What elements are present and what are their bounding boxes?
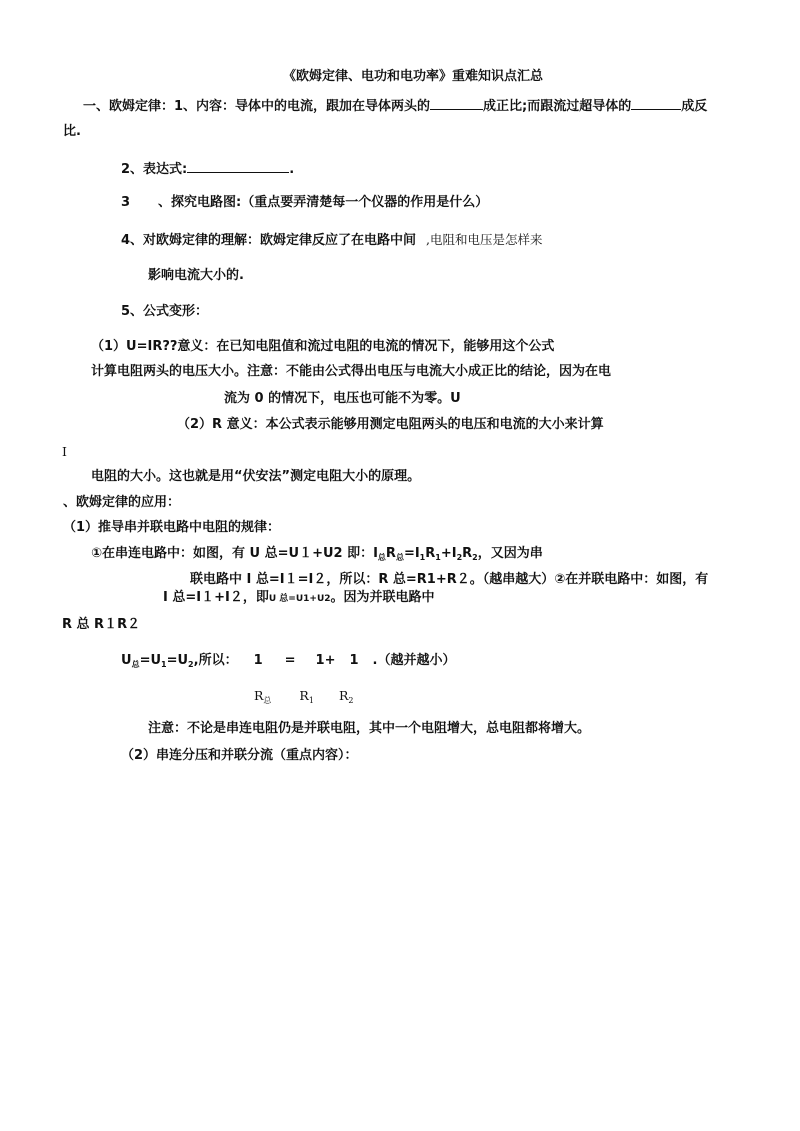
voltage-current-division-heading: （2）串连分压和并联分流（重点内容）： xyxy=(121,748,358,763)
parallel-text-2: 。因为并联电路中 xyxy=(330,590,435,605)
series-text-6: R xyxy=(462,546,473,561)
series-text-3: =I xyxy=(403,546,420,561)
parallel-denominators xyxy=(254,688,353,709)
denom-r1: R xyxy=(299,688,309,703)
denom-r-total: R xyxy=(254,688,264,703)
denom-r-total-sub: 总 xyxy=(263,696,272,705)
law-content-text-3: 成反 xyxy=(681,99,708,114)
parallel-res-3: =U xyxy=(166,653,189,668)
series-line-2: 联电路中 I 总=I１=I２，所以：R 总=R1+R２。（越串越大）②在并联电路中：如图，有 xyxy=(190,572,709,587)
parallel-numerator-3: 1 xyxy=(349,653,359,668)
series-sub-4: 1 xyxy=(435,553,441,562)
resistance-rule-heading: （1）推导串并联电路中电阻的规律： xyxy=(63,520,281,535)
expression-end: . xyxy=(289,162,295,177)
parallel-frac-2: U1 xyxy=(295,594,310,604)
parallel-plus: + xyxy=(324,653,336,668)
fill-blank-2[interactable] xyxy=(631,97,681,110)
denom-r2: R xyxy=(338,688,349,703)
fill-blank-1[interactable] xyxy=(430,97,483,110)
parallel-line xyxy=(163,590,435,607)
parallel-numerator-1: 1 xyxy=(253,653,263,668)
circuit-number: 3 xyxy=(121,195,131,210)
parallel-frac-eq: = xyxy=(288,594,296,604)
parallel-res-sub-1: 总 xyxy=(131,660,140,669)
formula-r-denominator: I xyxy=(62,444,67,459)
law-content-line xyxy=(83,97,707,115)
parallel-res-1: U xyxy=(121,653,132,668)
parallel-frac-1: U 总 xyxy=(268,594,289,604)
parallel-text-1: I 总=I１+I２，即 xyxy=(163,590,269,605)
formula-u-line-3: 流为 0 的情况下，电压也可能不为零。U xyxy=(224,391,461,406)
formula-r-line: （2）R 意义：本公式表示能够用测定电阻两头的电压和电流的大小来计算 xyxy=(177,417,604,432)
parallel-res-5: .（越并越小） xyxy=(372,653,456,668)
parallel-frac-plus: + xyxy=(309,594,317,604)
law-content-line-2: 比. xyxy=(63,124,81,139)
series-line xyxy=(91,546,543,566)
understanding-text-1: 4、对欧姆定律的理解：欧姆定律反应了在电路中间 xyxy=(121,233,417,248)
series-sub-3: 1 xyxy=(419,553,426,562)
understanding-text-2: ,电阻和电压是怎样来 xyxy=(426,232,543,247)
series-sub-6: 2 xyxy=(472,553,478,562)
parallel-frac-3: U2 xyxy=(316,594,331,604)
formula-u-line-2: 计算电阻两头的电压大小。注意：不能由公式得出电压与电流大小成正比的结论，因为在电 xyxy=(91,364,612,379)
denom-r2-sub: 2 xyxy=(348,696,354,705)
parallel-numerator-2: 1 xyxy=(315,653,325,668)
series-sub-2: 总 xyxy=(395,553,404,562)
circuit-text: 、探究电路图:（重点要弄清楚每一个仪器的作用是什么） xyxy=(158,195,489,210)
expression-line xyxy=(121,160,294,178)
parallel-equals: = xyxy=(284,653,296,668)
series-text-7: ，又因为串 xyxy=(477,546,543,561)
formula-u-line: （1）U=IR??意义：在已知电阻值和流过电阻的电流的情况下，能够用这个公式 xyxy=(91,339,555,354)
parallel-denominator-line: R 总 R１R２ xyxy=(62,617,141,632)
series-text-1: ①在串连电路中：如图，有 U 总=U１+U2 即：I xyxy=(91,546,378,561)
series-text-2: R xyxy=(385,546,396,561)
application-heading: 、欧姆定律的应用： xyxy=(63,495,181,510)
series-sub-1: 总 xyxy=(377,553,386,562)
denom-r1-sub: 1 xyxy=(308,696,314,705)
expression-label: 2、表达式: xyxy=(121,162,188,177)
formula-r-line-2: 电阻的大小。这也就是用“伏安法”测定电阻大小的原理。 xyxy=(91,469,421,484)
series-text-4: R xyxy=(425,546,436,561)
law-content-text-1: 一、欧姆定律：1、内容：导体中的电流，跟加在导体两头的 xyxy=(83,99,431,114)
law-content-text-2: 成正比;而跟流过超导体的 xyxy=(483,99,632,114)
understanding-line-2: 影响电流大小的. xyxy=(148,268,244,283)
parallel-res-sub-2: 1 xyxy=(161,660,167,669)
parallel-res-sub-3: 2 xyxy=(188,660,194,669)
understanding-line xyxy=(121,232,543,249)
series-text-5: +I xyxy=(440,546,457,561)
parallel-res-2: =U xyxy=(139,653,162,668)
circuit-line xyxy=(121,195,488,211)
expression-blank[interactable] xyxy=(187,160,289,173)
note-line: 注意：不论是串连电阻仍是并联电阻，其中一个电阻增大，总电阻都将增大。 xyxy=(148,721,591,736)
formula-transform-heading: 5、公式变形： xyxy=(121,304,209,319)
page-title: 《欧姆定律、电功和电功率》重难知识点汇总 xyxy=(283,69,544,84)
parallel-result-line xyxy=(121,653,455,673)
series-sub-5: 2 xyxy=(456,553,463,562)
parallel-res-4: ,所以： xyxy=(193,653,238,668)
